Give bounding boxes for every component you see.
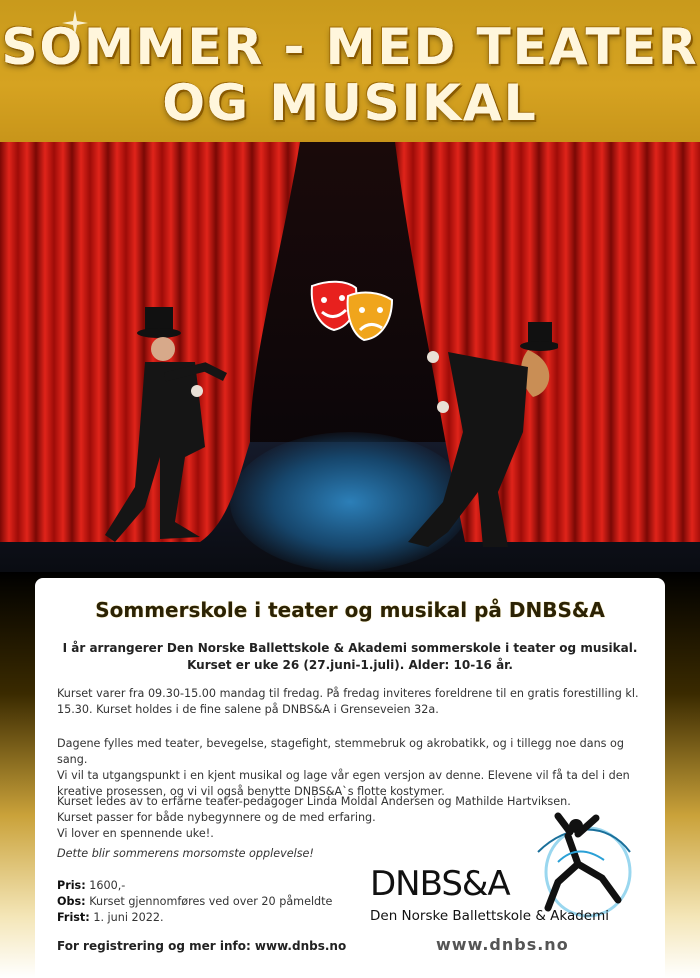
paragraph-line: Vi vil ta utgangspunkt i en kjent musikal og lage vår egen versjon av denne. Elevene vil få ta del i den [57,769,630,782]
paragraph-line: Dagene fylles med teater, bevegelse, stagefight, stemmebruk og akrobatikk, og i tillegg noe dans og sang. [57,737,625,766]
paragraph-schedule [57,686,653,718]
header-banner [0,0,700,142]
price-row [57,878,332,894]
card-title: Sommerskole i teater og musikal på DNBS&A [95,598,605,622]
logo-subtitle: Den Norske Ballettskole & Akademi [370,908,610,924]
paragraph-content [57,736,653,800]
title-line-2: OG MUSIKAL [162,74,538,132]
deadline-value: 1. juni 2022. [89,911,164,924]
theater-masks-icon [308,280,398,344]
price-value: 1600,- [85,879,126,892]
logo-name: DNBS&A [370,864,510,904]
deadline-label: Frist: [57,911,90,924]
title-line-1: SOMMER - MED TEATER [1,18,699,76]
left-performer [105,307,265,542]
dancer-icon [518,812,638,922]
paragraph-line: kreative prosessen, og vi vil også benytte DNBS&A`s flotte kostymer. [57,785,445,798]
paragraph-line: 15.30. Kurset holdes i de fine salene på DNBS&A i Grenseveien 32a. [57,703,439,716]
obs-row [57,894,332,910]
paragraph-line: Vi lover en spennende uke!. [57,827,214,840]
logo-website[interactable]: www.dnbs.no [436,935,569,954]
lead-line-2: Kurset er uke 26 (27.juni-1.juli). Alder: 10-16 år. [187,658,513,672]
registration-info: For registrering og mer info: www.dnbs.no [57,939,347,953]
dnbs-logo [370,814,640,964]
course-facts [57,878,332,926]
lead-line-1: I år arrangerer Den Norske Ballettskole & Akademi sommerskole i teater og musikal. [62,641,638,655]
obs-value: Kurset gjennomføres ved over 20 påmeldte [85,895,333,908]
price-label: Pris: [57,879,86,892]
obs-label: Obs: [57,895,86,908]
deadline-row [57,910,332,926]
paragraph-line: Kurset passer for både nybegynnere og de med erfaring. [57,811,376,824]
stage-photo [0,142,700,572]
paragraph-line: Kurset varer fra 09.30-15.00 mandag til fredag. På fredag inviteres foreldrene til en gratis forestilling kl. [57,687,639,700]
info-card [35,578,665,978]
tagline: Dette blir sommerens morsomste opplevelse! [57,847,314,860]
lead-text [55,640,645,674]
paragraph-line: Kurset ledes av to erfarne teater-pedagoger Linda Moldal Andersen og Mathilde Hartviksen. [57,795,571,808]
right-performer [388,322,558,552]
